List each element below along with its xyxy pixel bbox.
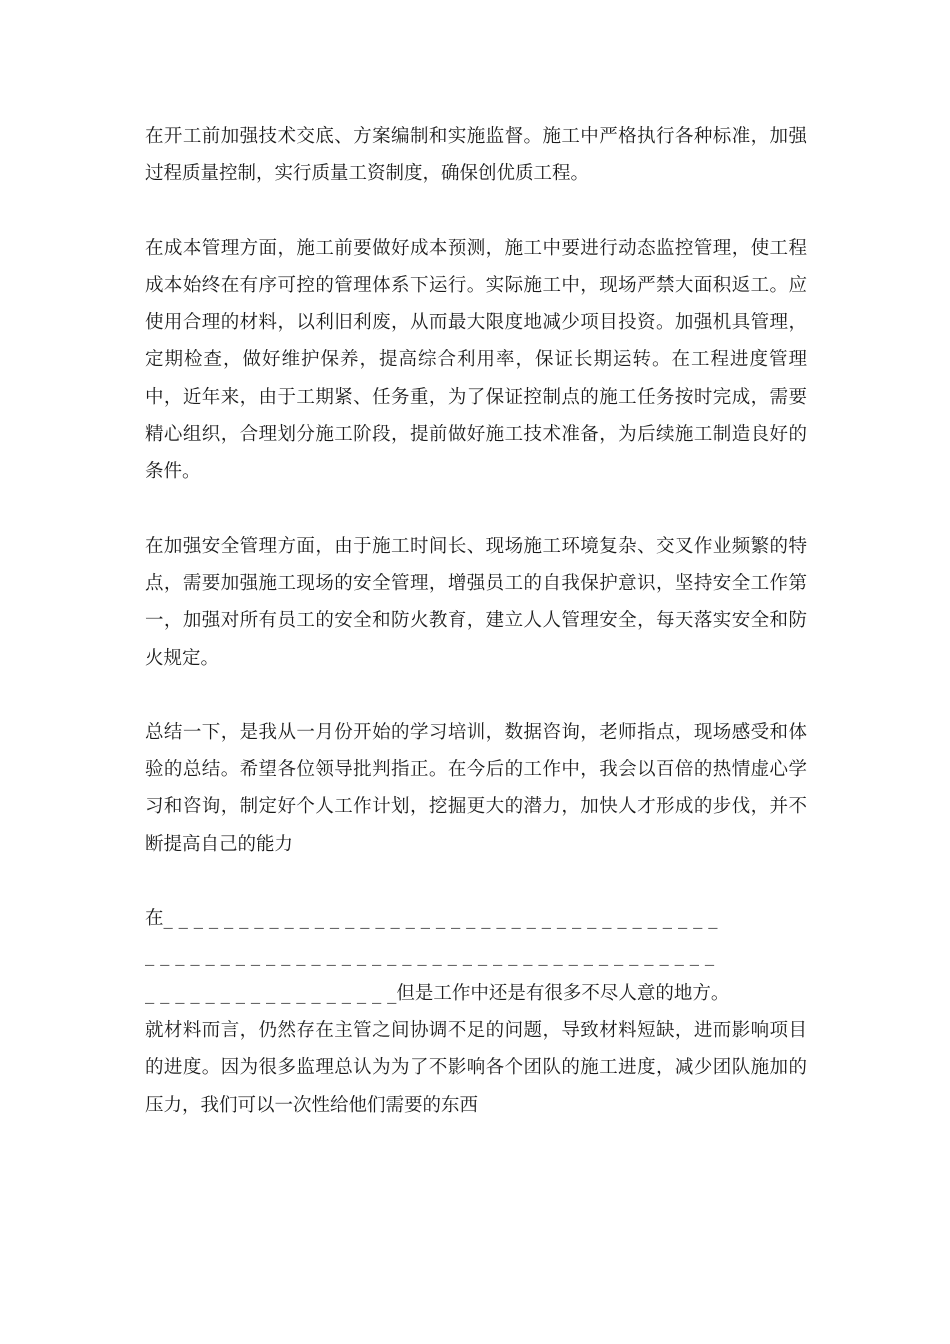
- fill-line-2: _ _ _ _ _ _ _ _ _ _ _ _ _ _ _ _ _ _ _ _ _ _ _ _ _ _ _ _ _ _ _ _ _ _ _ _ _ _: [145, 945, 715, 967]
- fill-in-block: [145, 900, 807, 1124]
- fill-line-1: 在_ _ _ _ _ _ _ _ _ _ _ _ _ _ _ _ _ _ _ _ _ _ _ _ _ _ _ _ _ _ _ _ _ _ _ _ _: [145, 908, 718, 930]
- fill-line-3-blanks: _ _ _ _ _ _ _ _ _ _ _ _ _ _ _ _ _: [145, 982, 397, 1004]
- fill-line-3: [145, 975, 807, 1012]
- paragraph-safety-management: 在加强安全管理方面，由于施工时间长、现场施工环境复杂、交叉作业频繁的特点，需要加强施工现场的安全管理，增强员工的自我保护意识，坚持安全工作第一，加强对所有员工的安全和防火教育，建立人人管理安全，每天落实安全和防火规定。: [145, 535, 807, 669]
- document-body: [145, 118, 807, 1124]
- paragraph-cost-management: 在成本管理方面，施工前要做好成本预测，施工中要进行动态监控管理，使工程成本始终在有序可控的管理体系下运行。实际施工中，现场严禁大面积返工。应使用合理的材料，以利旧利废，从而最大限度地减少项目投资。加强机具管理，定期检查，做好维护保养，提高综合利用率，保证长期运转。在工程进度管理中，近年来，由于工期紧、任务重，为了保证控制点的施工任务按时完成，需要精心组织，合理划分施工阶段，提前做好施工技术准备，为后续施工制造良好的条件。: [145, 237, 807, 483]
- paragraph-summary: 总结一下，是我从一月份开始的学习培训，数据咨询，老师指点，现场感受和体验的总结。希望各位领导批判指正。在今后的工作中，我会以百倍的热情虚心学习和咨询，制定好个人工作计划，挖掘更大的潜力，加快人才形成的步伐，并不断提高自己的能力: [145, 721, 807, 855]
- paragraph-materials: 就材料而言，仍然存在主管之间协调不足的问题，导致材料短缺，进而影响项目的进度。因为很多监理总认为为了不影响各个团队的施工进度，减少团队施加的压力，我们可以一次性给他们需要的东西: [145, 1019, 807, 1116]
- paragraph-quality: 在开工前加强技术交底、方案编制和实施监督。施工中严格执行各种标准，加强过程质量控制，实行质量工资制度，确保创优质工程。: [145, 126, 807, 185]
- fill-line-3-text: 但是工作中还是有很多不尽人意的地方。: [396, 982, 730, 1004]
